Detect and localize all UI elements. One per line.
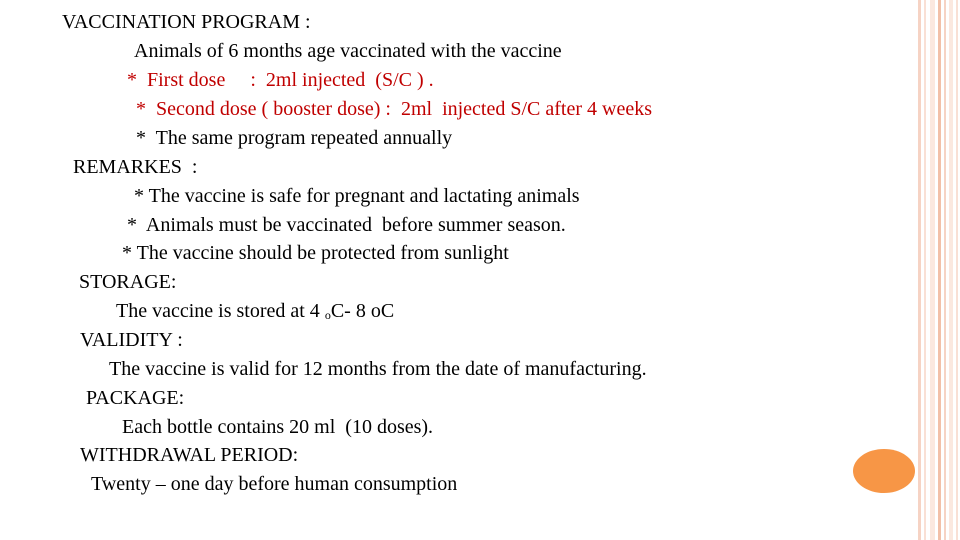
- validity-text: The vaccine is valid for 12 months from the date of manufacturing.: [109, 358, 647, 380]
- stripe: [956, 0, 958, 540]
- heading-storage: STORAGE:: [79, 271, 177, 293]
- package-text: Each bottle contains 20 ml (10 doses).: [122, 416, 434, 438]
- repeat-text: * The same program repeated annually: [136, 127, 453, 149]
- stripe: [949, 0, 953, 540]
- heading-validity: VALIDITY :: [80, 329, 183, 351]
- stripe: [944, 0, 946, 540]
- heading-vaccination-program: VACCINATION PROGRAM :: [62, 11, 311, 33]
- remark-item: * Animals must be vaccinated before summer season.: [127, 214, 566, 236]
- accent-circle: [853, 449, 915, 493]
- heading-withdrawal-period: WITHDRAWAL PERIOD:: [80, 444, 299, 466]
- stripe: [918, 0, 921, 540]
- remark-item: * The vaccine is safe for pregnant and lactating animals: [134, 185, 580, 207]
- program-text: Animals of 6 months age vaccinated with the vaccine: [134, 40, 562, 62]
- storage-text: [116, 299, 394, 327]
- degree-symbol: o: [324, 308, 331, 322]
- storage-text-part: The vaccine is stored at 4: [116, 300, 325, 322]
- first-dose-text: * First dose : 2ml injected (S/C ) .: [127, 69, 434, 91]
- decorative-stripes: [918, 0, 960, 540]
- heading-package: PACKAGE:: [86, 387, 185, 409]
- storage-text-part: C- 8 o: [330, 300, 381, 322]
- stripe: [938, 0, 941, 540]
- remark-item: * The vaccine should be protected from sunlight: [122, 242, 509, 264]
- stripe: [924, 0, 926, 540]
- storage-text-part: C: [380, 300, 395, 322]
- second-dose-text: * Second dose ( booster dose) : 2ml injected S/C after 4 weeks: [136, 98, 652, 120]
- withdrawal-text: Twenty – one day before human consumption: [91, 473, 458, 495]
- heading-remarks: REMARKES :: [73, 156, 198, 178]
- stripe: [930, 0, 935, 540]
